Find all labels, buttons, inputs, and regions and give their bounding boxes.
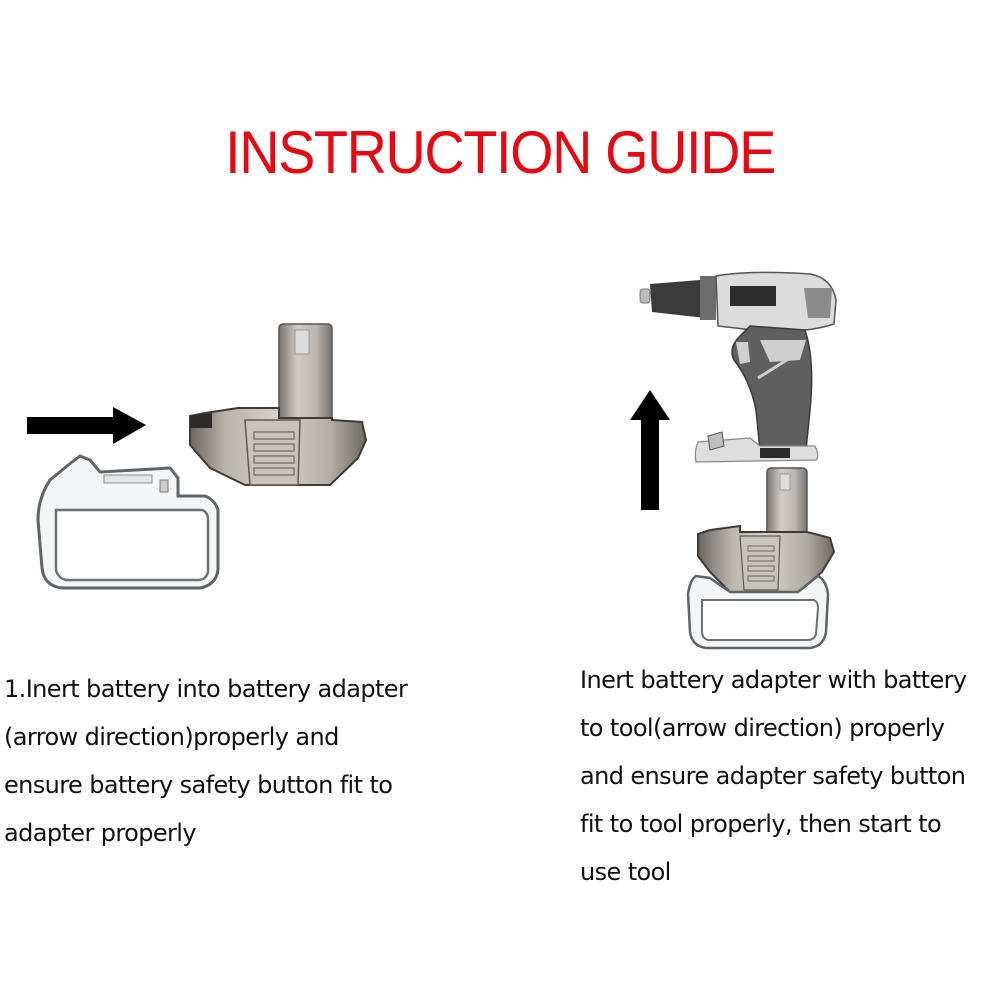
step1-instructions <box>4 665 407 857</box>
step1-line: (arrow direction)properly and <box>4 723 339 751</box>
step2-line: and ensure adapter safety button <box>580 762 966 790</box>
cordless-drill-image <box>640 272 836 462</box>
arrow-right-icon <box>27 407 146 444</box>
step1-line: 1.Inert battery into battery adapter <box>4 675 408 703</box>
step2-illustration <box>610 260 860 660</box>
arrow-up-icon <box>630 390 670 510</box>
step2-instructions <box>580 656 967 896</box>
step1-line: adapter properly <box>4 819 196 847</box>
adapter-with-battery-image <box>688 468 834 648</box>
step1-illustration <box>0 310 400 610</box>
step2-line: use tool <box>580 858 671 886</box>
battery-adapter-image <box>190 324 366 485</box>
page-title: INSTRUCTION GUIDE <box>225 119 775 186</box>
battery-pack-image <box>38 456 218 588</box>
step2-line: Inert battery adapter with battery <box>580 666 967 694</box>
step2-line: to tool(arrow direction) properly <box>580 714 945 742</box>
step1-line: ensure battery safety button fit to <box>4 771 393 799</box>
step2-line: fit to tool properly, then start to <box>580 810 942 838</box>
